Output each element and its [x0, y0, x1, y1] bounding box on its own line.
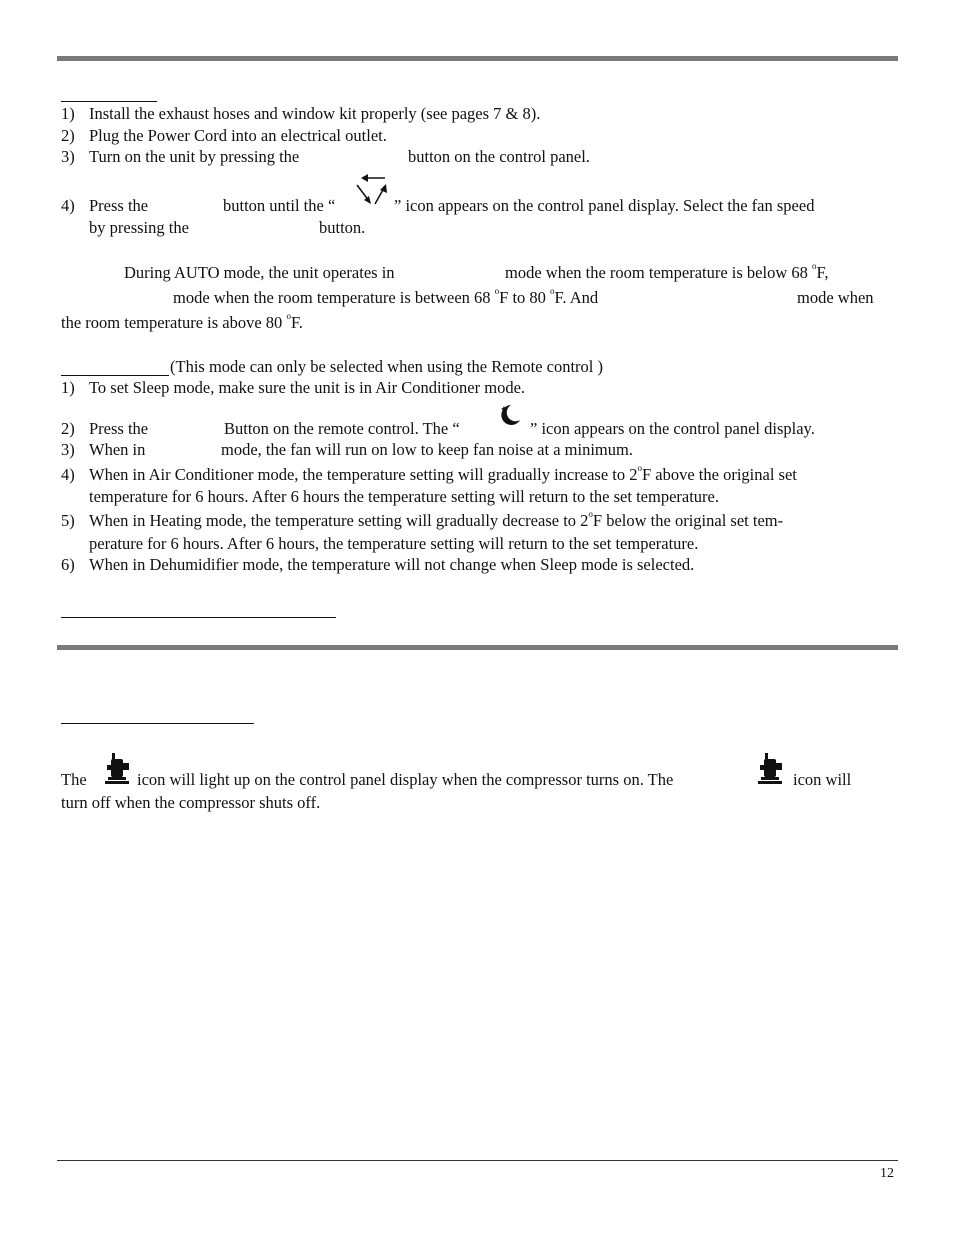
sleep-step-3b: mode, the fan will run on low to keep fan noise at a minimum.	[221, 440, 633, 459]
sleep-step-2a: Press the	[89, 419, 149, 438]
step-4-line2-b: button.	[319, 218, 366, 237]
step-num: 1)	[61, 378, 75, 397]
step-4-text-a: Press the	[89, 196, 149, 215]
compressor-icon	[103, 751, 133, 787]
sleep-step-1: To set Sleep mode, make sure the unit is in Air Conditioner mode.	[89, 378, 526, 397]
step-num: 2)	[61, 419, 75, 438]
top-rule	[57, 56, 898, 61]
sleep-step-4a: When in Air Conditioner mode, the temperature setting will gradually increase to 2$^o$F above the original set	[89, 463, 797, 484]
auto-note-3: the room temperature is above 80 $^o$F.	[61, 311, 303, 332]
step-4-text-c: ” icon appears on the control panel display. Select the fan speed	[394, 196, 815, 215]
step-1-text: Install the exhaust hoses and window kit properly (see pages 7 & 8).	[89, 104, 541, 123]
sleep-step-3a: When in	[89, 440, 146, 459]
step-3-text-a: Turn on the unit by pressing the	[89, 147, 300, 166]
section-heading-underline	[61, 101, 157, 102]
step-num: 3)	[61, 147, 75, 166]
auto-note-1a: During AUTO mode, the unit operates in	[124, 263, 395, 282]
sleep-heading-underline	[61, 375, 169, 376]
compressor-text-a: The	[61, 770, 87, 789]
step-num: 1)	[61, 104, 75, 123]
auto-note-2a: mode when the room temperature is between 68 $^o$F to 80 $^o$F. And	[173, 286, 599, 307]
section-rule	[57, 645, 898, 650]
compressor-text-line2: turn off when the compressor shuts off.	[61, 793, 321, 812]
step-4-line2-a: by pressing the	[89, 218, 189, 237]
sleep-step-5a: When in Heating mode, the temperature setting will gradually decrease to 2$^o$F below the original set tem-	[89, 509, 784, 530]
step-4-text-b: button until the “	[223, 196, 336, 215]
sleep-step-5-line2: perature for 6 hours. After 6 hours, the temperature setting will return to the set temperature.	[89, 534, 699, 553]
sleep-note: (This mode can only be selected when using the Remote control )	[170, 357, 604, 376]
compressor-heading-underline	[61, 723, 254, 724]
step-num: 4)	[61, 465, 75, 484]
step-num: 3)	[61, 440, 75, 459]
step-num: 6)	[61, 555, 75, 574]
page-number: 12	[880, 1166, 894, 1181]
auto-note-1b: mode when the room temperature is below 68 $^o$F,	[505, 261, 829, 282]
step-1	[61, 104, 75, 124]
sleep-step-2b: Button on the remote control. The “	[224, 419, 460, 438]
fan-arrows-icon	[355, 171, 391, 209]
section-heading-underline	[61, 617, 336, 618]
step-num: 5)	[61, 511, 75, 530]
auto-note-2d: mode when	[797, 288, 874, 307]
step-num: 2)	[61, 126, 75, 145]
compressor-text-c: icon will	[793, 770, 852, 789]
compressor-icon	[756, 751, 786, 787]
sleep-step-2c: ” icon appears on the control panel display.	[530, 419, 815, 438]
step-num: 4)	[61, 196, 75, 215]
footer-rule	[57, 1160, 898, 1161]
sleep-step-6: When in Dehumidifier mode, the temperature will not change when Sleep mode is selected.	[89, 555, 695, 574]
moon-icon	[499, 403, 523, 427]
compressor-text-b: icon will light up on the control panel display when the compressor turns on. The	[137, 770, 674, 789]
step-3-text-b: button on the control panel.	[408, 147, 590, 166]
step-2-text: Plug the Power Cord into an electrical outlet.	[89, 126, 387, 145]
sleep-step-4-line2: temperature for 6 hours. After 6 hours the temperature setting will return to the set temperature.	[89, 487, 719, 506]
